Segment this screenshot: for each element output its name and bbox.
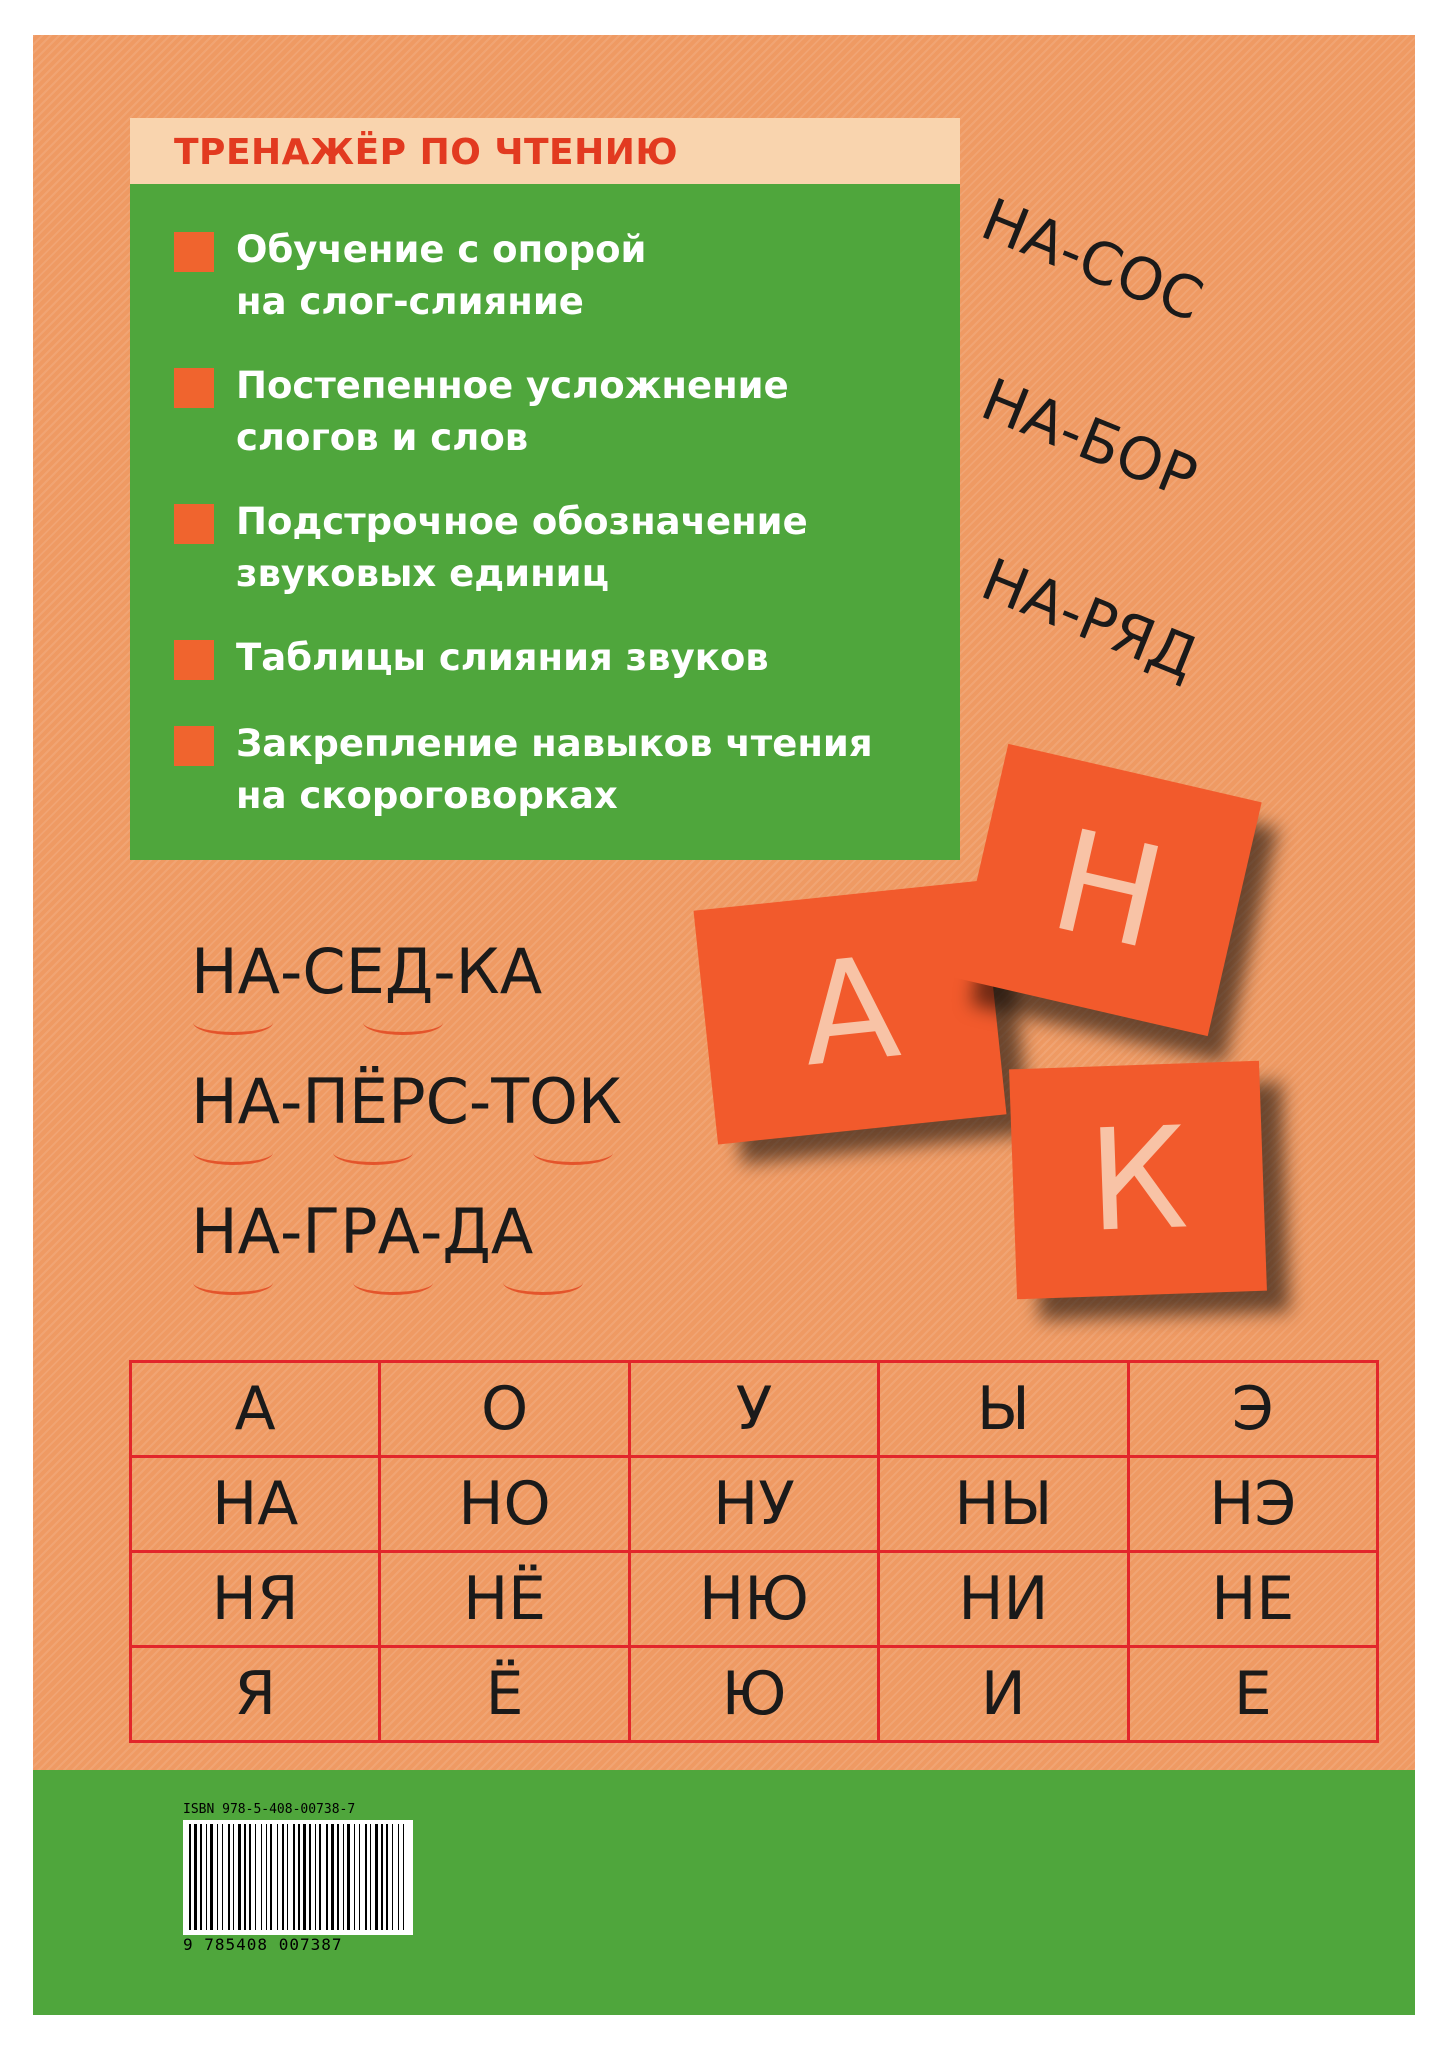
table-cell: Я: [131, 1647, 380, 1742]
table-row: [131, 1457, 1378, 1552]
syllable-arc: [193, 1140, 273, 1165]
table-cell: Ы: [879, 1362, 1128, 1457]
tile-letter: К: [1085, 1096, 1191, 1264]
book-back-cover: [33, 35, 1415, 2015]
syllable-word-right: [973, 545, 1207, 692]
word-text: НА-БОР: [972, 365, 1207, 513]
barcode-bars: [183, 1820, 413, 1935]
table-cell: НЯ: [131, 1552, 380, 1647]
ean-digits: 9 785408 007387: [183, 1935, 343, 1954]
word-text: НА-ГРА-ДА: [191, 1195, 534, 1268]
table-cell: НЕ: [1128, 1552, 1377, 1647]
feature-text: Подстрочное обозначение звуковых единиц: [236, 500, 808, 595]
word-text: НА-СЕД-КА: [191, 935, 543, 1008]
syllable-word-right: [973, 365, 1207, 512]
title: ТРЕНАЖЁР ПО ЧТЕНИЮ: [174, 132, 679, 173]
feature-text: Таблицы слияния звуков: [236, 636, 769, 679]
table-cell: НО: [380, 1457, 629, 1552]
table-cell: НА: [131, 1457, 380, 1552]
table-cell: НИ: [879, 1552, 1128, 1647]
bullet-square-icon: [174, 504, 214, 544]
bullet-square-icon: [174, 232, 214, 272]
table-row: [131, 1647, 1378, 1742]
table-cell: НЮ: [629, 1552, 878, 1647]
letter-tile: [954, 744, 1261, 1036]
table-cell: О: [380, 1362, 629, 1457]
table-row: [131, 1362, 1378, 1457]
bullet-square-icon: [174, 368, 214, 408]
title-banner: [130, 118, 960, 184]
bullet-square-icon: [174, 640, 214, 680]
isbn-text: ISBN 978-5-408-00738-7: [183, 1802, 356, 1817]
table-cell: Е: [1128, 1647, 1377, 1742]
table-cell: НЫ: [879, 1457, 1128, 1552]
feature-text: Постепенное усложнение слогов и слов: [236, 364, 789, 459]
syllable-arc: [193, 1010, 273, 1035]
syllable-arc: [353, 1270, 433, 1295]
tile-letter: А: [793, 926, 907, 1099]
table-cell: НУ: [629, 1457, 878, 1552]
bullet-square-icon: [174, 726, 214, 766]
letter-tile: [1009, 1061, 1267, 1300]
syllable-arc: [533, 1140, 613, 1165]
features-panel: [130, 184, 960, 860]
word-text: НА-СОС: [972, 185, 1213, 335]
barcode: [183, 1802, 413, 1962]
letter-tile: [694, 880, 1007, 1144]
feature-text: Закрепление навыков чтения на скороговорках: [236, 722, 873, 817]
table-cell: Ё: [380, 1647, 629, 1742]
syllable-table: [129, 1360, 1379, 1743]
table-cell: НЭ: [1128, 1457, 1377, 1552]
table-cell: Ю: [629, 1647, 878, 1742]
feature-text: Обучение с опорой на слог-слияние: [236, 228, 647, 323]
table-cell: НЁ: [380, 1552, 629, 1647]
syllable-word-right: [973, 185, 1213, 335]
syllable-word-left: [191, 935, 542, 1008]
syllable-arc: [503, 1270, 583, 1295]
table-row: [131, 1552, 1378, 1647]
syllable-word-left: [191, 1195, 533, 1268]
word-text: НА-РЯД: [972, 545, 1207, 693]
table-cell: И: [879, 1647, 1128, 1742]
table-cell: У: [629, 1362, 878, 1457]
barcode-icon: [183, 1820, 413, 1935]
table-cell: А: [131, 1362, 380, 1457]
syllable-word-left: [191, 1065, 622, 1138]
syllable-arc: [363, 1010, 443, 1035]
syllable-arc: [333, 1140, 413, 1165]
syllable-arc: [193, 1270, 273, 1295]
tile-letter: Н: [1038, 798, 1178, 982]
word-text: НА-ПЁРС-ТОК: [191, 1065, 622, 1138]
table-cell: Э: [1128, 1362, 1377, 1457]
